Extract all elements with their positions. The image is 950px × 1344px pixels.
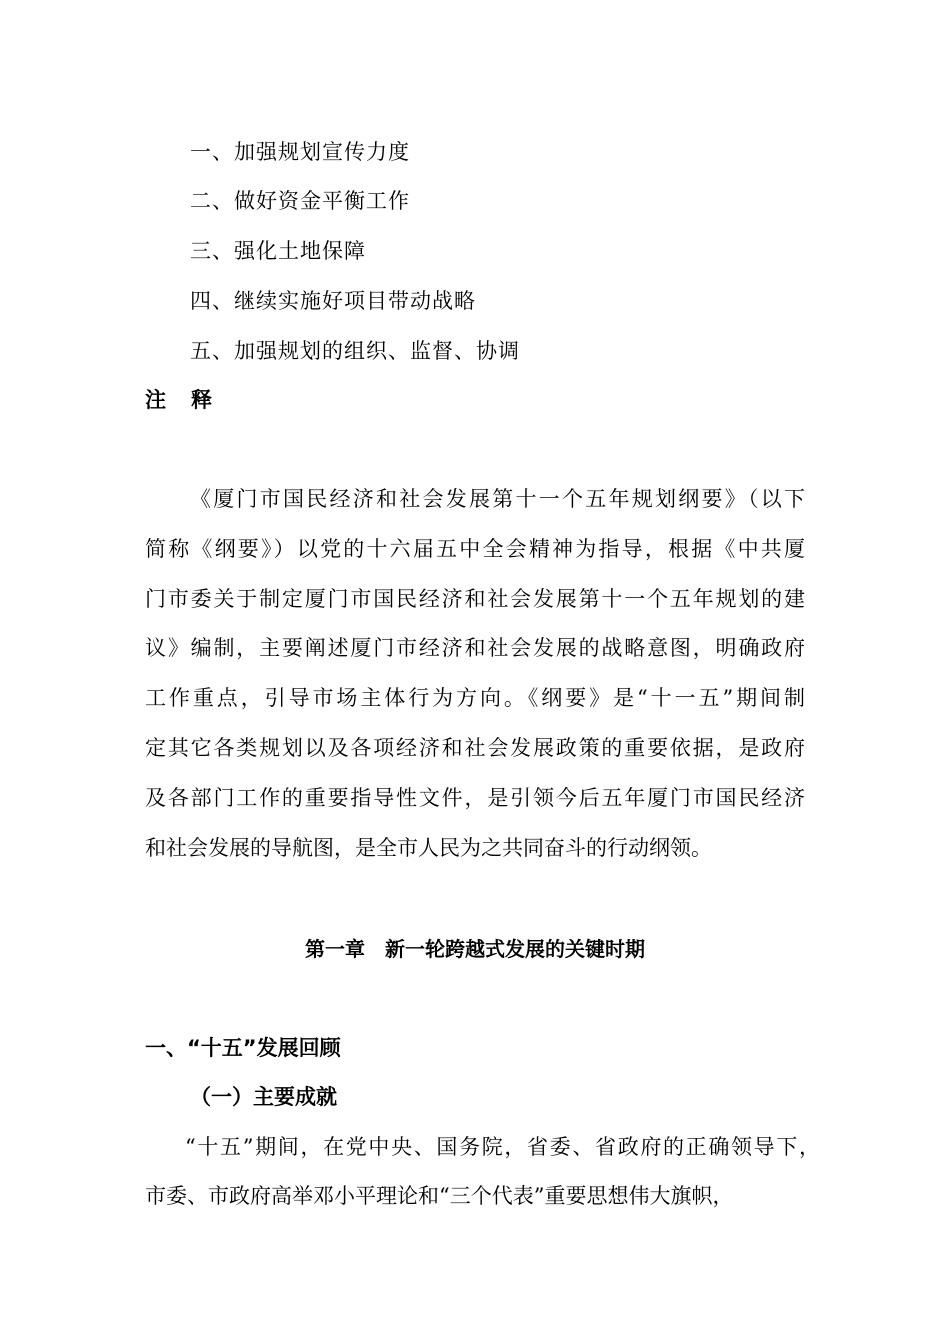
section-title: 一、“十五”发展回顾 xyxy=(145,1036,341,1060)
toc-item-3: 三、强化土地保障 xyxy=(190,239,366,263)
body-paragraph-line: “十五”期间，在党中央、国务院，省委、省政府的正确领导下， xyxy=(185,1135,820,1159)
chapter-name: 新一轮跨越式发展的关键时期 xyxy=(385,937,645,961)
chapter-title xyxy=(0,935,950,963)
toc-item-2: 二、做好资金平衡工作 xyxy=(190,189,410,213)
notes-heading-part1: 注 xyxy=(145,387,167,412)
toc-item-5: 五、加强规划的组织、监督、协调 xyxy=(190,339,520,363)
chapter-number: 第一章 xyxy=(305,937,365,961)
toc-item-4: 四、继续实施好项目带动战略 xyxy=(190,289,476,313)
toc-item-1: 一、加强规划宣传力度 xyxy=(190,140,410,164)
notes-heading-part2: 释 xyxy=(191,387,213,412)
notes-paragraph-line: 工作重点，引导市场主体行为方向。《纲要》是“十一五”期间制 xyxy=(145,686,805,710)
notes-paragraph-line: 《厦门市国民经济和社会发展第十一个五年规划纲要》（以下 xyxy=(190,487,805,511)
notes-heading xyxy=(145,386,213,414)
body-paragraph-line: 市委、市政府高举邓小平理论和“三个代表”重要思想伟大旗帜， xyxy=(145,1184,734,1208)
notes-paragraph-line: 简称《纲要》）以党的十六届五中全会精神为指导，根据《中共厦 xyxy=(145,537,805,561)
subsection-title: （一）主要成就 xyxy=(190,1085,337,1109)
notes-paragraph-line: 和社会发展的导航图，是全市人民为之共同奋斗的行动纲领。 xyxy=(145,836,712,860)
notes-paragraph-line: 定其它各类规划以及各项经济和社会发展政策的重要依据，是政府 xyxy=(145,736,805,760)
notes-paragraph-line: 议》编制，主要阐述厦门市经济和社会发展的战略意图，明确政府 xyxy=(145,636,805,660)
notes-paragraph-line: 门市委关于制定厦门市国民经济和社会发展第十一个五年规划的建 xyxy=(145,587,805,611)
notes-paragraph-line: 及各部门工作的重要指导性文件，是引领今后五年厦门市国民经济 xyxy=(145,786,805,810)
